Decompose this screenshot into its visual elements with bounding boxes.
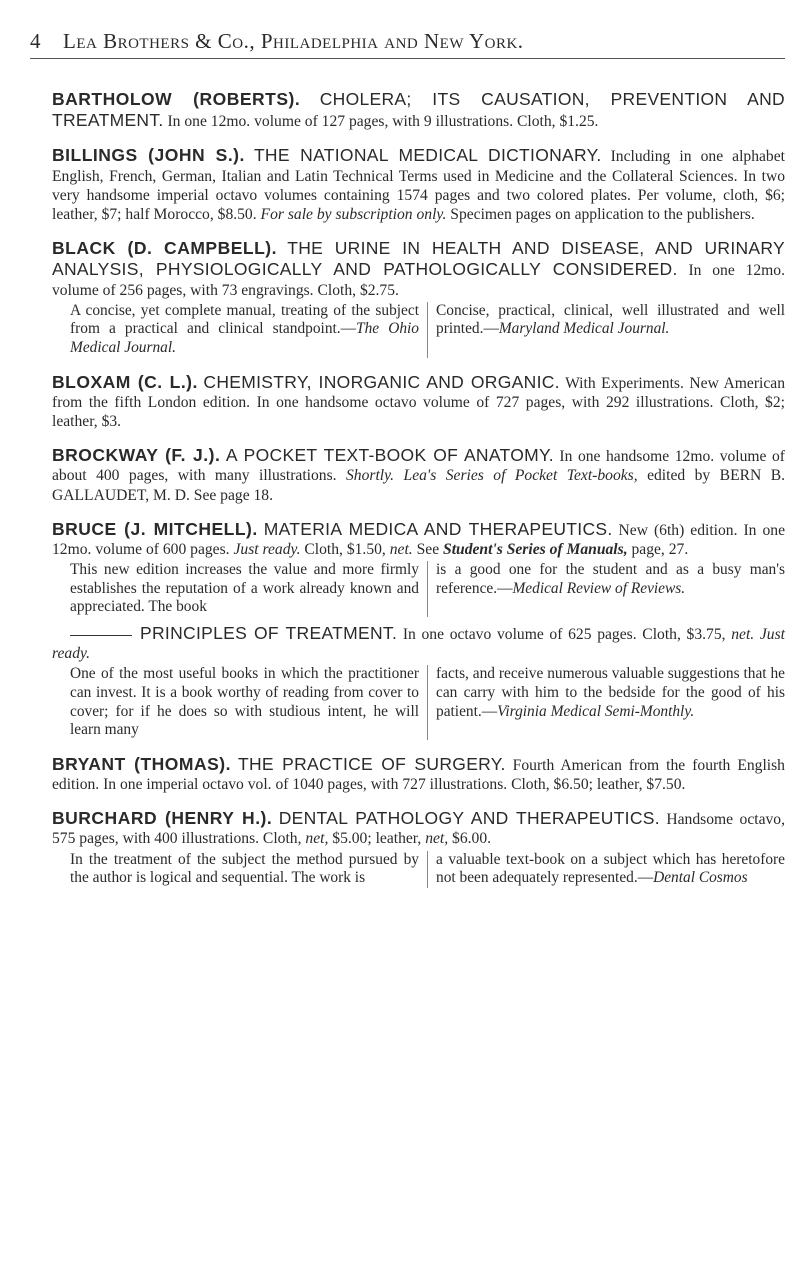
entry-author: BRYANT (THOMAS). — [52, 753, 231, 774]
entry-title: DENTAL PATHOLOGY AND THERAPEUTICS. — [278, 808, 660, 829]
review-source: The Ohio Medical Journal. — [70, 320, 420, 357]
catalog-entry — [52, 808, 785, 888]
review-source: Virginia Medical Semi-Monthly. — [497, 702, 695, 720]
catalog-entry — [52, 754, 785, 794]
review-text: facts, and receive numerous valuable suggestions that he can carry with him to the bedside for the good of his patient.— — [436, 665, 785, 720]
entry-author: BILLINGS (JOHN S.). — [52, 145, 245, 166]
catalog-entry — [52, 89, 785, 131]
entry-title: THE PRACTICE OF SURGERY. — [237, 753, 506, 774]
entry-details-after: edited by BERN B. GALLAUDET, M. D. See page 18. — [52, 467, 785, 504]
running-head-text: Lea Brothers & Co., Philadelphia and New York. — [63, 29, 524, 53]
page — [30, 20, 785, 902]
review-right — [428, 302, 785, 358]
entry-see: See — [416, 541, 440, 559]
entry-title: PRINCIPLES OF TREATMENT. — [140, 623, 398, 644]
entry-author: BLACK (D. CAMPBELL). — [52, 238, 277, 259]
entry-details: Fourth American from the fourth English edition. In one imperial octavo vol. of 1040 pages, with 727 illustrations. Cloth, $6.50; leather, $7.50. — [52, 756, 785, 793]
catalog-entry — [52, 445, 785, 505]
entry-title: CHEMISTRY, INORGANIC AND ORGANIC. — [203, 371, 560, 392]
entry-note: Just ready. — [52, 626, 786, 663]
entry-net: net. — [731, 626, 755, 644]
entry-details: With Experiments. New American from the fifth London edition. In one handsome octavo volume of 727 pages, with 292 illustrations. Cloth, $2; leather, $3. — [52, 374, 786, 431]
review-right — [428, 561, 785, 617]
entry-net: net, — [305, 830, 329, 848]
review-quotes — [52, 665, 785, 739]
entry-note: Just ready. — [233, 541, 301, 559]
ditto-dash — [70, 635, 132, 636]
review-source: Medical Review of Reviews. — [512, 579, 686, 597]
review-text: is a good one for the student and as a busy man's reference.— — [436, 561, 785, 597]
entry-author: BURCHARD (HENRY H.). — [52, 808, 273, 829]
entry-details: In one 12mo. volume of 256 pages, with 73 engravings. Cloth, $2.75. — [52, 262, 785, 299]
entry-details-after: $5.00; leather, — [332, 830, 422, 848]
entry-title: THE NATIONAL MEDICAL DICTIONARY. — [253, 145, 602, 166]
entry-title: THE URINE IN HEALTH AND DISEASE, AND URINARY ANALYSIS, PHYSIOLOGICALLY AND PATHOLOGICALLY CONSIDERED. — [52, 238, 785, 280]
entry-details: New (6th) edition. In one 12mo. volume of 600 pages. — [52, 521, 785, 559]
catalog-entry — [52, 519, 785, 617]
entry-details: Handsome octavo, 575 pages, with 400 illustrations. Cloth, — [52, 811, 785, 848]
entry-details: In one handsome 12mo. volume of about 400 pages, with many illustrations. — [52, 448, 785, 485]
entry-series: Student's Series of Manuals, — [443, 541, 628, 559]
review-right — [428, 665, 785, 739]
entry-author: BRUCE (J. MITCHELL). — [52, 518, 258, 539]
catalog-entry — [52, 145, 785, 224]
entry-note: For sale by subscription only. — [260, 206, 447, 224]
review-text: This new edition increases the value and more firmly establishes the reputation of a work already known and appreciated. The book — [70, 561, 419, 616]
catalog-entry — [52, 238, 785, 357]
entry-note: Shortly. Lea's Series of Pocket Text-books, — [346, 467, 638, 485]
review-text: One of the most useful books in which the practitioner can invest. It is a book worthy of reading from cover to cover; for if he does so with studious intent, he will learn many — [70, 665, 419, 739]
entry-title: A POCKET TEXT-BOOK OF ANATOMY. — [225, 445, 554, 466]
entry-title: MATERIA MEDICA AND THERAPEUTICS. — [263, 518, 613, 539]
review-quotes — [52, 302, 785, 358]
review-left — [52, 302, 428, 358]
running-head — [30, 20, 785, 59]
entry-page: page, 27. — [631, 541, 689, 559]
review-source: Dental Cosmos — [653, 869, 748, 887]
review-source: Maryland Medical Journal. — [498, 320, 670, 338]
review-left — [52, 561, 428, 617]
entry-details-end: $6.00. — [452, 830, 492, 848]
review-text: A concise, yet complete manual, treating of the subject from a practical and clinical standpoint.— — [70, 301, 419, 338]
catalog-entry — [52, 623, 785, 740]
entry-details-after: Specimen pages on application to the publishers. — [450, 206, 755, 224]
entry-author: BARTHOLOW (ROBERTS). — [52, 89, 301, 109]
review-text: In the treatment of the subject the method pursued by the author is logical and sequential. The work is — [70, 850, 419, 887]
entry-details: In one 12mo. volume of 127 pages, with 9 illustrations. Cloth, $1.25. — [167, 113, 599, 131]
review-right — [428, 851, 785, 888]
review-left — [52, 851, 428, 888]
page-number: 4 — [30, 29, 41, 53]
review-quotes — [52, 851, 785, 888]
entry-title: CHOLERA; ITS CAUSATION, PREVENTION AND TREATMENT. — [52, 89, 785, 131]
review-text: Concise, practical, clinical, well illustrated and well printed.— — [436, 301, 785, 338]
review-text: a valuable text-book on a subject which has heretofore not been adequately represented.— — [436, 850, 785, 887]
entry-author: BLOXAM (C. L.). — [52, 371, 198, 392]
review-quotes — [52, 561, 785, 617]
catalog-entries — [30, 59, 785, 888]
entry-details: Including in one alphabet English, French, German, Italian and Latin Technical Terms used in Medicine and the Collateral Sciences. In two very handsome imperial octavo volumes containing 1574 pages and two colored plates. Per volume, cloth, $6; leather, $7; half Morocco, $8.50. — [52, 148, 785, 224]
entry-details: In one octavo volume of 625 pages. Cloth, $3.75, — [402, 626, 726, 644]
entry-details-after: Cloth, $1.50, — [304, 541, 386, 559]
entry-author: BROCKWAY (F. J.). — [52, 445, 221, 466]
review-left — [52, 665, 428, 739]
catalog-entry — [52, 372, 785, 432]
entry-net: net. — [389, 541, 413, 559]
entry-net: net, — [425, 830, 449, 848]
